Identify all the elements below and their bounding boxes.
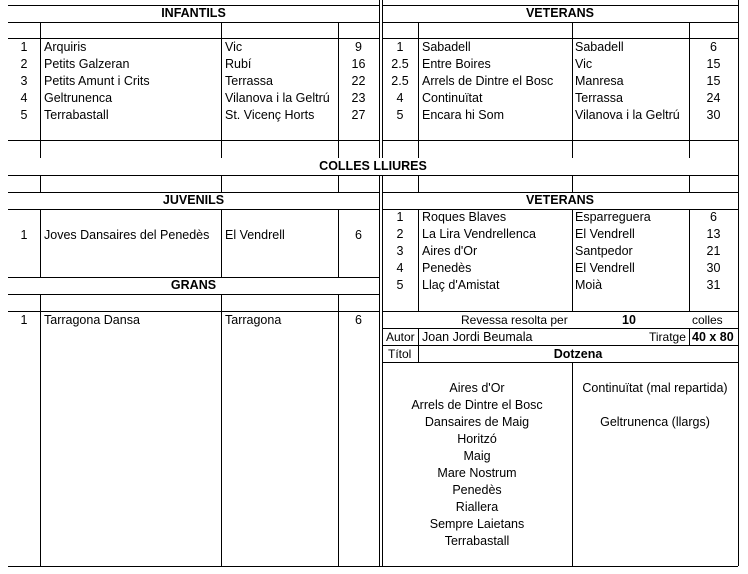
list-item: Riallera bbox=[455, 500, 499, 514]
list-item: Sempre Laietans bbox=[429, 517, 525, 531]
town-cell: Santpedor bbox=[575, 244, 633, 258]
grid-line bbox=[418, 209, 419, 311]
team-name-cell: Llaç d'Amistat bbox=[422, 278, 500, 292]
points-cell: 16 bbox=[351, 57, 366, 71]
grid-line bbox=[221, 22, 222, 158]
team-name-cell: Penedès bbox=[422, 261, 472, 275]
points-cell: 9 bbox=[355, 40, 362, 54]
points-cell: 13 bbox=[706, 227, 721, 241]
town-cell: Terrassa bbox=[225, 74, 273, 88]
town-cell: El Vendrell bbox=[225, 228, 285, 242]
grid-line bbox=[689, 175, 690, 192]
grid-line bbox=[379, 0, 380, 158]
town-cell: El Vendrell bbox=[575, 261, 635, 275]
list-item: Aires d'Or bbox=[449, 381, 505, 395]
team-name-cell: Petits Amunt i Crits bbox=[44, 74, 150, 88]
town-cell: El Vendrell bbox=[575, 227, 635, 241]
points-cell: 15 bbox=[706, 74, 721, 88]
team-name-cell: Aires d'Or bbox=[422, 244, 478, 258]
veterans-bottom-title: VETERANS bbox=[525, 193, 595, 207]
list-item: Geltrunenca (llargs) bbox=[600, 415, 710, 429]
list-item: Mare Nostrum bbox=[437, 466, 517, 480]
revessa-label: Revessa resolta per bbox=[461, 313, 568, 327]
autor-value: Joan Jordi Beumala bbox=[422, 330, 533, 344]
rank-cell: 5 bbox=[396, 108, 404, 122]
grid-line bbox=[379, 175, 380, 566]
list-item bbox=[572, 397, 738, 414]
tiratge-value: 40 x 80 bbox=[692, 330, 734, 344]
team-name-cell: Petits Galzeran bbox=[44, 57, 130, 71]
grid-line bbox=[418, 22, 419, 158]
revessa-count: 10 bbox=[622, 313, 636, 327]
autor-label: Autor bbox=[386, 330, 415, 344]
town-cell: Terrassa bbox=[575, 91, 623, 105]
team-name-cell: Arrels de Dintre el Bosc bbox=[422, 74, 554, 88]
rank-cell: 1 bbox=[396, 210, 404, 224]
juvenils-title: JUVENILS bbox=[162, 193, 225, 207]
list-item: Penedès bbox=[452, 483, 502, 497]
grid-line bbox=[40, 209, 41, 277]
titol-label: Títol bbox=[388, 347, 412, 361]
team-name-cell: Entre Boires bbox=[422, 57, 491, 71]
points-cell: 23 bbox=[351, 91, 366, 105]
points-cell: 21 bbox=[706, 244, 721, 258]
grid-line bbox=[40, 294, 41, 566]
grid-line bbox=[572, 22, 573, 158]
grid-line bbox=[40, 175, 41, 192]
team-name-cell: Joves Dansaires del Penedès bbox=[44, 228, 210, 242]
rank-cell: 1 bbox=[20, 228, 28, 242]
town-cell: Moià bbox=[575, 278, 603, 292]
grid-line bbox=[418, 175, 419, 192]
rank-cell: 1 bbox=[20, 40, 28, 54]
points-cell: 6 bbox=[355, 313, 362, 327]
team-name-cell: Terrabastall bbox=[44, 108, 109, 122]
list-item: Arrels de Dintre el Bosc bbox=[411, 398, 543, 412]
grid-line bbox=[382, 140, 738, 141]
grid-line bbox=[689, 328, 690, 345]
list-item: Horitzó bbox=[457, 432, 497, 446]
list-item: Terrabastall bbox=[444, 534, 510, 548]
town-cell: Vic bbox=[575, 57, 593, 71]
grid-line bbox=[221, 294, 222, 566]
points-cell: 27 bbox=[351, 108, 366, 122]
town-cell: Vilanova i la Geltrú bbox=[575, 108, 680, 122]
rank-cell: 2.5 bbox=[391, 57, 409, 71]
points-cell: 24 bbox=[706, 91, 721, 105]
grid-line bbox=[382, 22, 738, 23]
town-cell: Sabadell bbox=[575, 40, 624, 54]
grid-line bbox=[572, 209, 573, 311]
rank-cell: 5 bbox=[20, 108, 28, 122]
grid-line bbox=[8, 566, 738, 567]
rank-cell: 2 bbox=[396, 227, 404, 241]
revessa-unit: colles bbox=[692, 313, 723, 327]
points-cell: 31 bbox=[706, 278, 721, 292]
grid-line bbox=[338, 294, 339, 566]
rank-cell: 2 bbox=[20, 57, 28, 71]
rank-cell: 3 bbox=[20, 74, 28, 88]
rank-cell: 4 bbox=[396, 261, 404, 275]
town-cell: Rubí bbox=[225, 57, 252, 71]
team-name-cell: Tarragona Dansa bbox=[44, 313, 140, 327]
rank-cell: 5 bbox=[396, 278, 404, 292]
colles-lliures-title: COLLES LLIURES bbox=[8, 158, 738, 175]
team-name-cell: Arquiris bbox=[44, 40, 87, 54]
grid-line bbox=[8, 140, 379, 141]
grid-line bbox=[738, 0, 739, 566]
grans-title: GRANS bbox=[170, 278, 217, 292]
town-cell: Esparreguera bbox=[575, 210, 651, 224]
points-cell: 22 bbox=[351, 74, 366, 88]
team-name-cell: Geltrunenca bbox=[44, 91, 113, 105]
list-item: Continuïtat (mal repartida) bbox=[582, 381, 728, 395]
points-cell: 30 bbox=[706, 261, 721, 275]
grid-line bbox=[8, 22, 379, 23]
infantils-title: INFANTILS bbox=[161, 6, 226, 20]
grid-line bbox=[8, 209, 379, 210]
grid-line bbox=[572, 175, 573, 192]
rank-cell: 1 bbox=[20, 313, 28, 327]
rank-cell: 4 bbox=[396, 91, 404, 105]
town-cell: Vic bbox=[225, 40, 243, 54]
grid-line bbox=[338, 175, 339, 192]
team-name-cell: Continuïtat bbox=[422, 91, 483, 105]
points-cell: 30 bbox=[706, 108, 721, 122]
grid-line bbox=[8, 294, 379, 295]
rank-cell: 1 bbox=[396, 40, 404, 54]
tiratge-label: Tiratge bbox=[649, 330, 686, 344]
town-cell: Tarragona bbox=[225, 313, 282, 327]
town-cell: Vilanova i la Geltrú bbox=[225, 91, 330, 105]
grid-line bbox=[40, 22, 41, 158]
list-item: Dansaires de Maig bbox=[424, 415, 530, 429]
team-name-cell: Sabadell bbox=[422, 40, 471, 54]
rank-cell: 2.5 bbox=[391, 74, 409, 88]
grid-line bbox=[221, 175, 222, 192]
points-cell: 6 bbox=[710, 40, 717, 54]
points-cell: 15 bbox=[706, 57, 721, 71]
grid-line bbox=[8, 175, 738, 176]
town-cell: Manresa bbox=[575, 74, 624, 88]
titol-value: Dotzena bbox=[553, 347, 603, 361]
grid-line bbox=[221, 209, 222, 277]
rank-cell: 3 bbox=[396, 244, 404, 258]
rank-cell: 4 bbox=[20, 91, 28, 105]
town-cell: St. Vicenç Horts bbox=[225, 108, 315, 122]
points-cell: 6 bbox=[355, 228, 362, 242]
team-name-cell: Roques Blaves bbox=[422, 210, 507, 224]
points-cell: 6 bbox=[710, 210, 717, 224]
team-name-cell: La Lira Vendrellenca bbox=[422, 227, 536, 241]
team-name-cell: Encara hi Som bbox=[422, 108, 504, 122]
list-item: Maig bbox=[463, 449, 491, 463]
veterans-top-title: VETERANS bbox=[525, 6, 595, 20]
